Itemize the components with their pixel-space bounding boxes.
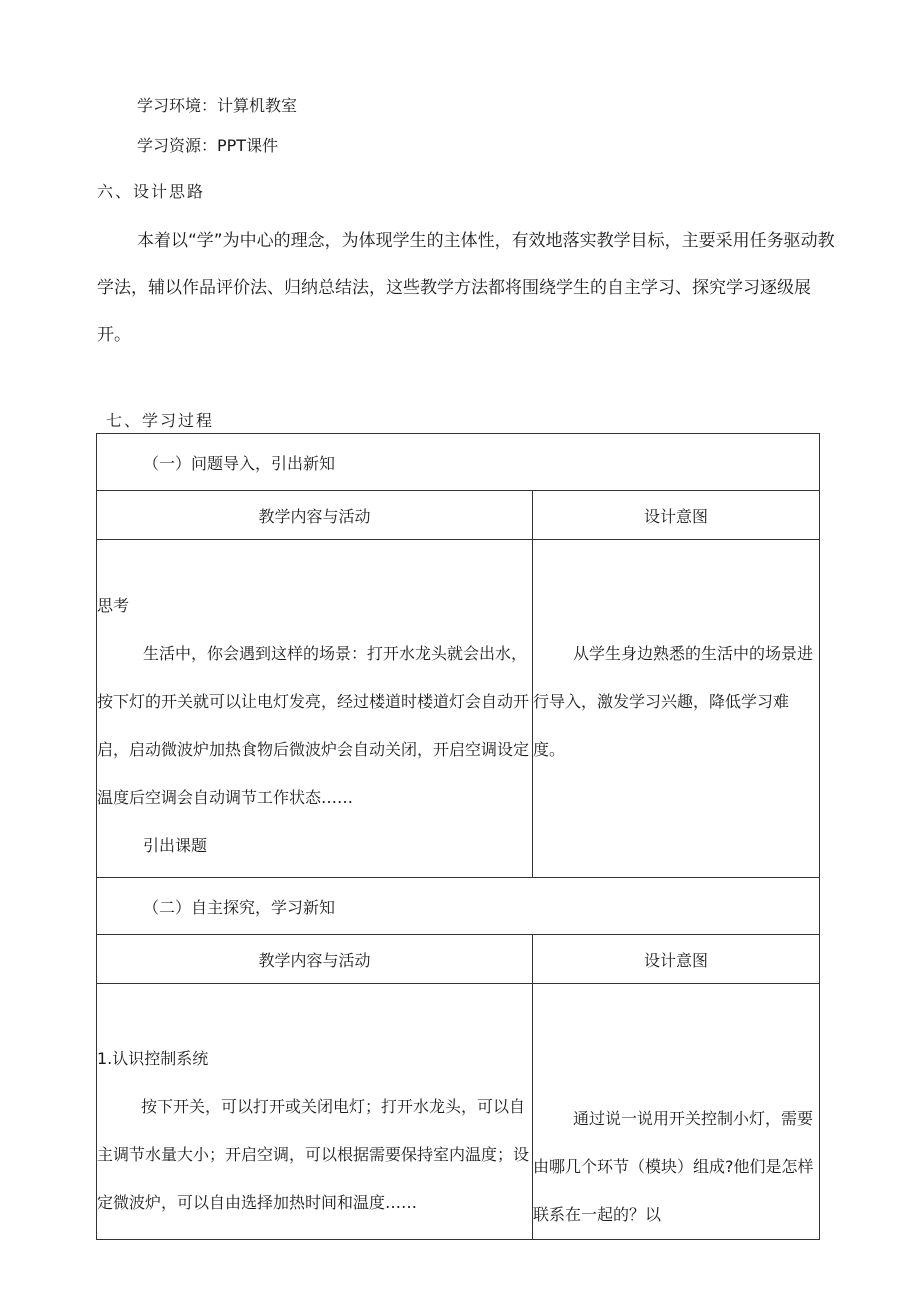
part2-lead: 1.认识控制系统 [97, 1048, 209, 1068]
part2-content-row [97, 984, 820, 1240]
design-idea-text: 本着以“学”为中心的理念，为体现学生的主体性，有效地落实教学目标，主要采用任务驱动教学法，辅以作品评价法、归纳总结法，这些教学方法都将围绕学生的自主学习、探究学习逐级展开。 [97, 231, 835, 345]
col-intent-header: 设计意图 [533, 491, 820, 540]
part1-content-cell [97, 540, 533, 878]
learning-resources: 学习资源：PPT课件 [137, 136, 279, 155]
part1-content-row [97, 540, 820, 878]
part2-header-row [97, 935, 820, 984]
part2-intent-text: 通过说一说用开关控制小灯，需要由哪几个环节（模块）组成?他们是怎样联系在一起的？以 [533, 1108, 814, 1224]
part2-body [97, 1083, 530, 1227]
part2-body-text: 按下开关，可以打开或关闭电灯；打开水龙头，可以自主调节水量大小；开启空调，可以根据需要保持室内温度；设定微波炉，可以自由选择加热时间和温度…… [97, 1096, 530, 1212]
part1-title-row [97, 434, 820, 491]
part1-title: （一）问题导入，引出新知 [97, 434, 820, 491]
part2-intent-cell [533, 984, 820, 1240]
col-intent-header-2: 设计意图 [533, 935, 820, 984]
section-6-title: 六、设计思路 [97, 182, 206, 201]
col-content-header-2: 教学内容与活动 [97, 935, 533, 984]
learning-process-table [96, 433, 820, 1240]
part2-content-cell [97, 984, 533, 1240]
part2-title: （二）自主探究，学习新知 [97, 878, 820, 935]
part1-closing: 引出课题 [143, 835, 208, 855]
col-content-header: 教学内容与活动 [97, 491, 533, 540]
learning-environment: 学习环境：计算机教室 [137, 96, 298, 115]
part1-header-row [97, 491, 820, 540]
part1-body-text: 生活中，你会遇到这样的场景：打开水龙头就会出水，按下灯的开关就可以让电灯发亮，经过楼道时楼道灯会自动开启，启动微波炉加热食物后微波炉会自动关闭，开启空调设定温度后空调会自动调节工作状态…… [97, 643, 530, 807]
part1-intent-cell [533, 540, 820, 878]
part1-intent-text: 从学生身边熟悉的生活中的场景进行导入，激发学习兴趣，降低学习难度。 [533, 643, 814, 759]
part1-lead: 思考 [97, 595, 130, 615]
design-idea-paragraph [97, 218, 837, 359]
part2-title-row [97, 878, 820, 935]
part1-body [97, 630, 530, 822]
section-7-title: 七、学习过程 [106, 411, 215, 430]
